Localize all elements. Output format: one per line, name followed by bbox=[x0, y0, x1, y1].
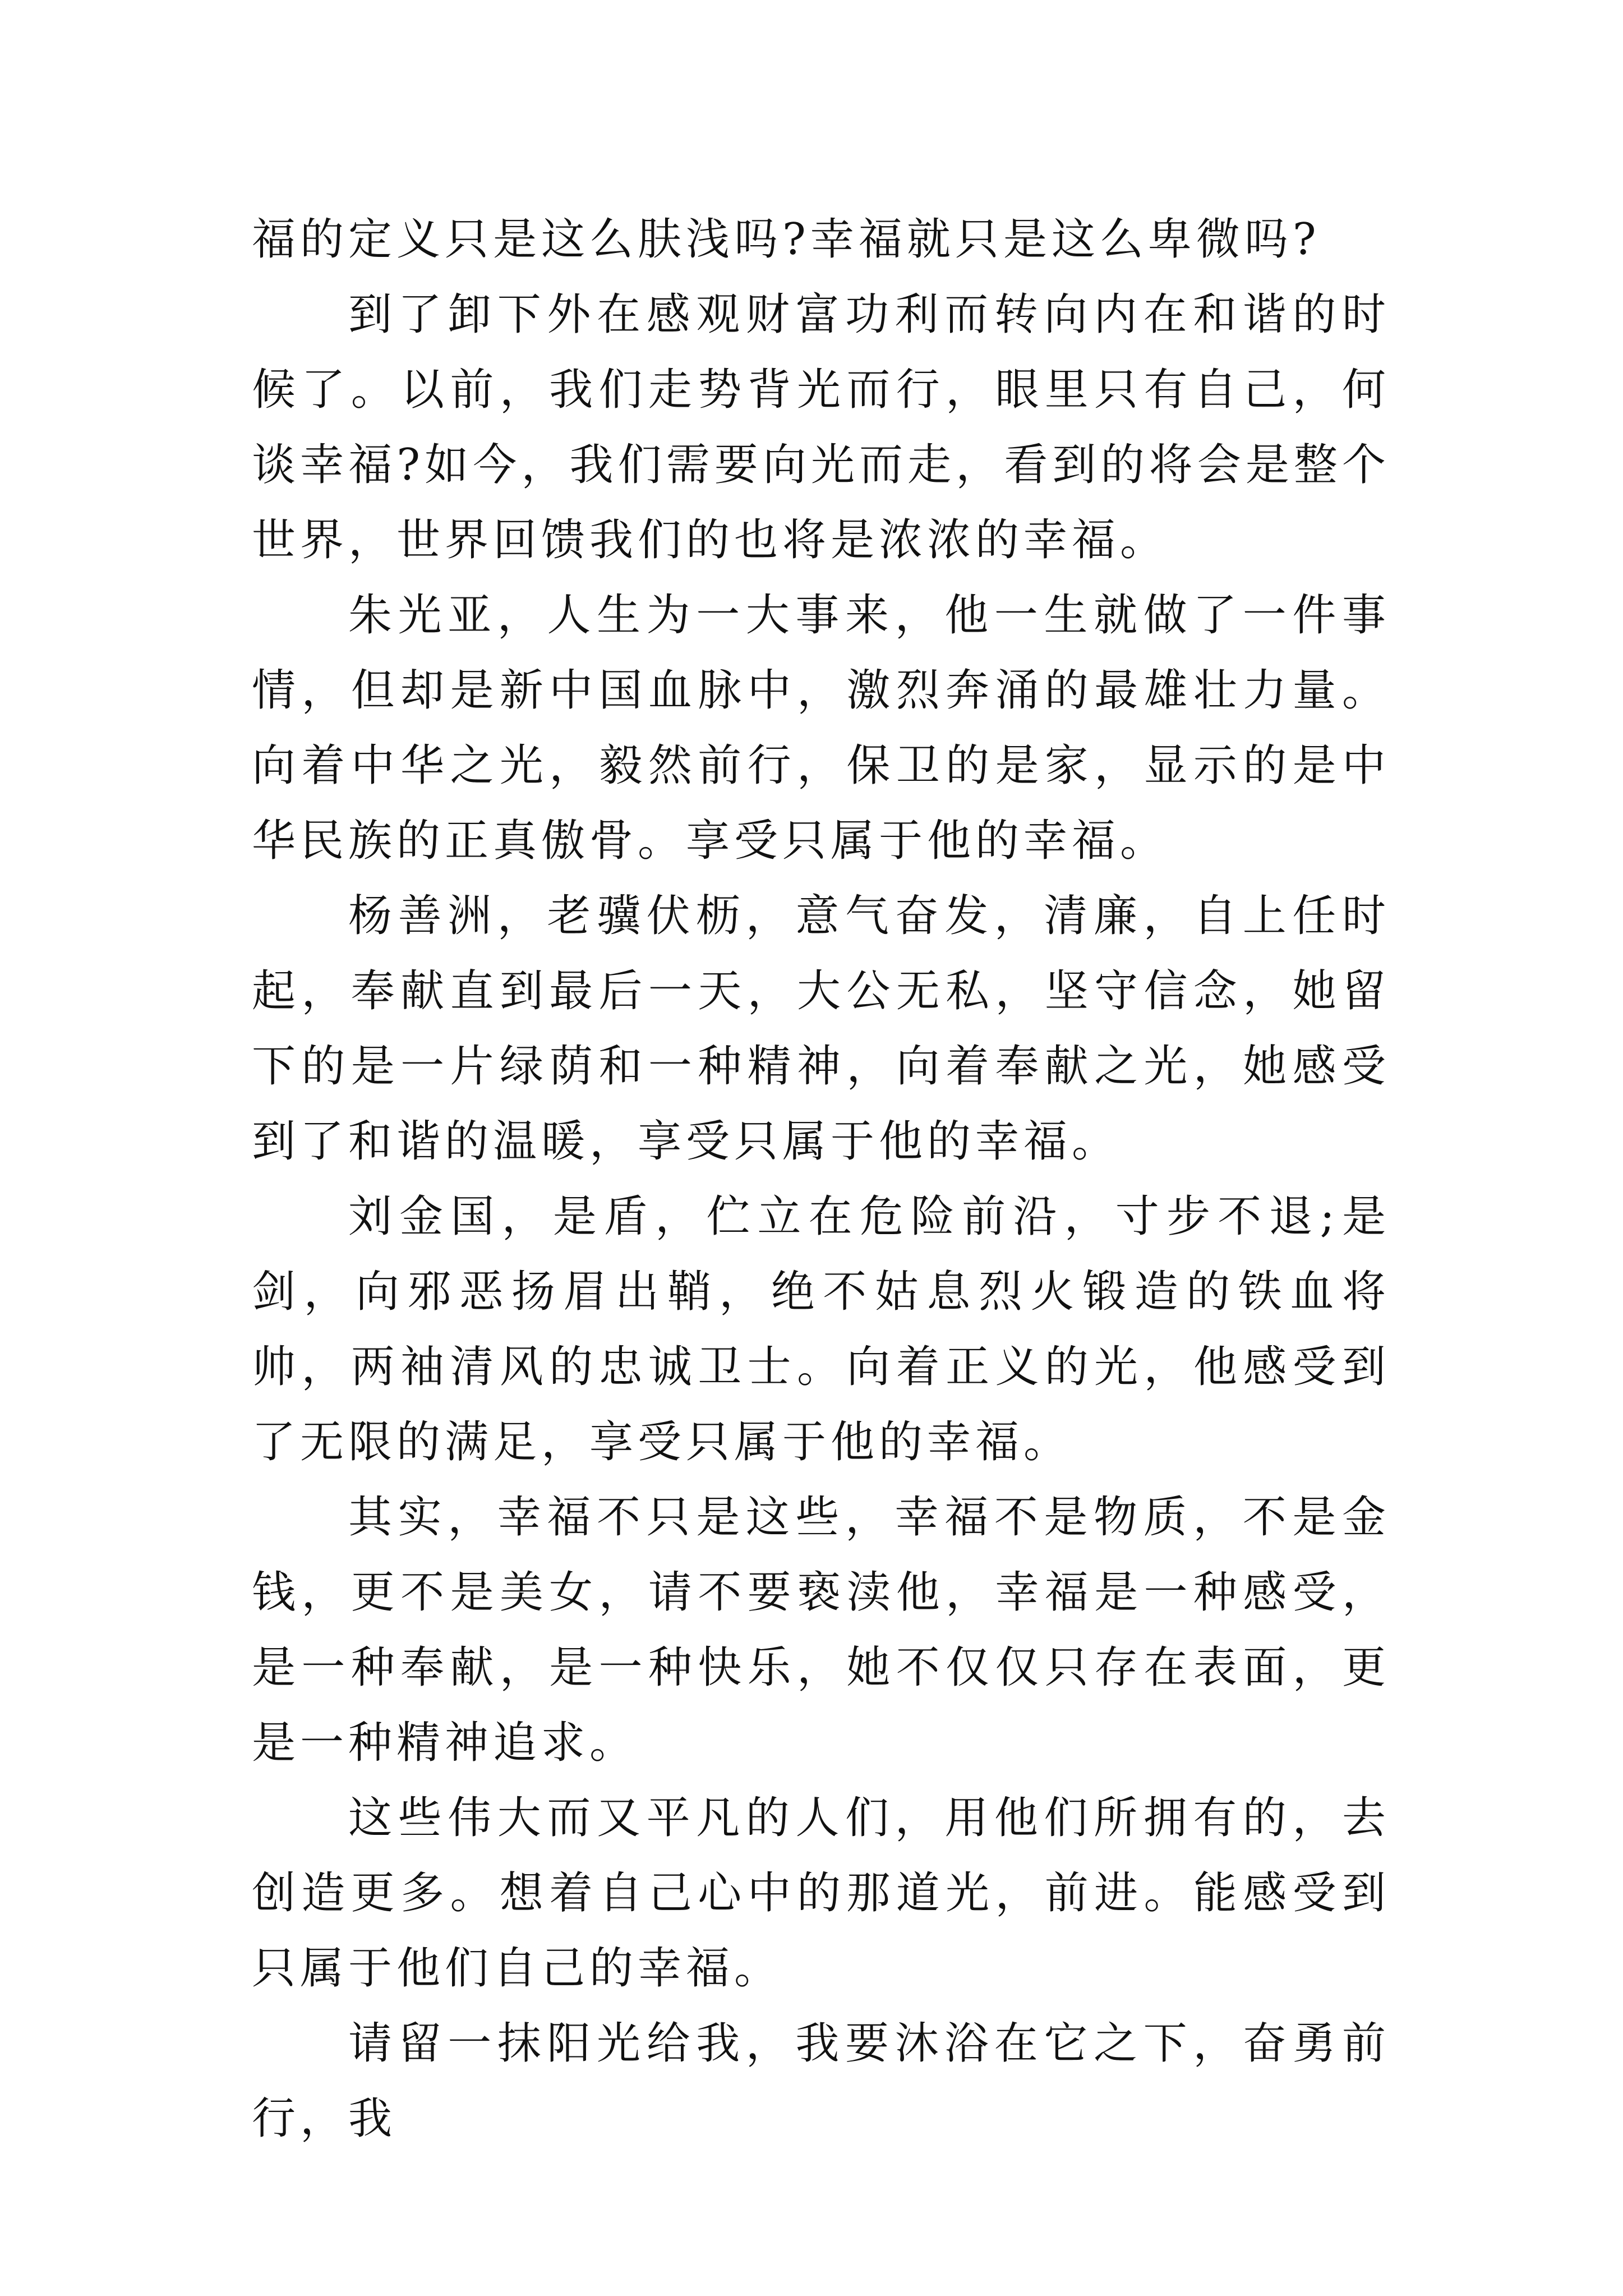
paragraph-2: 到了卸下外在感观财富功利而转向内在和谐的时候了。以前，我们走势背光而行，眼里只有自己，何谈幸福?如今，我们需要向光而走，看到的将会是整个世界，世界回馈我们的也将是浓浓的幸福。 bbox=[252, 289, 1390, 565]
paragraph-7: 这些伟大而又平凡的人们，用他们所拥有的，去创造更多。想着自己心中的那道光，前进。能感受到只属于他们自己的幸福。 bbox=[252, 1793, 1390, 1994]
paragraph-4: 杨善洲，老骥伏枥，意气奋发，清廉，自上任时起，奉献直到最后一天，大公无私，坚守信念，她留下的是一片绿荫和一种精神，向着奉献之光，她感受到了和谐的温暖，享受只属于他的幸福。 bbox=[252, 891, 1390, 1167]
paragraph-1: 福的定义只是这么肤浅吗?幸福就只是这么卑微吗? bbox=[252, 214, 1321, 265]
essay-body bbox=[252, 202, 1390, 2156]
paragraph-3: 朱光亚，人生为一大事来，他一生就做了一件事情，但却是新中国血脉中，激烈奔涌的最雄壮力量。向着中华之光，毅然前行，保卫的是家，显示的是中华民族的正真傲骨。享受只属于他的幸福。 bbox=[252, 590, 1390, 866]
paragraph-5: 刘金国，是盾，伫立在危险前沿，寸步不退;是剑，向邪恶扬眉出鞘，绝不姑息烈火锻造的铁血将帅，两袖清风的忠诚卫士。向着正义的光，他感受到了无限的满足，享受只属于他的幸福。 bbox=[252, 1191, 1390, 1467]
paragraph-6: 其实，幸福不只是这些，幸福不是物质，不是金钱，更不是美女，请不要亵渎他，幸福是一种感受，是一种奉献，是一种快乐，她不仅仅只存在表面，更是一种精神追求。 bbox=[252, 1492, 1390, 1768]
paragraph-8: 请留一抹阳光给我，我要沐浴在它之下，奋勇前行，我 bbox=[252, 2018, 1390, 2144]
